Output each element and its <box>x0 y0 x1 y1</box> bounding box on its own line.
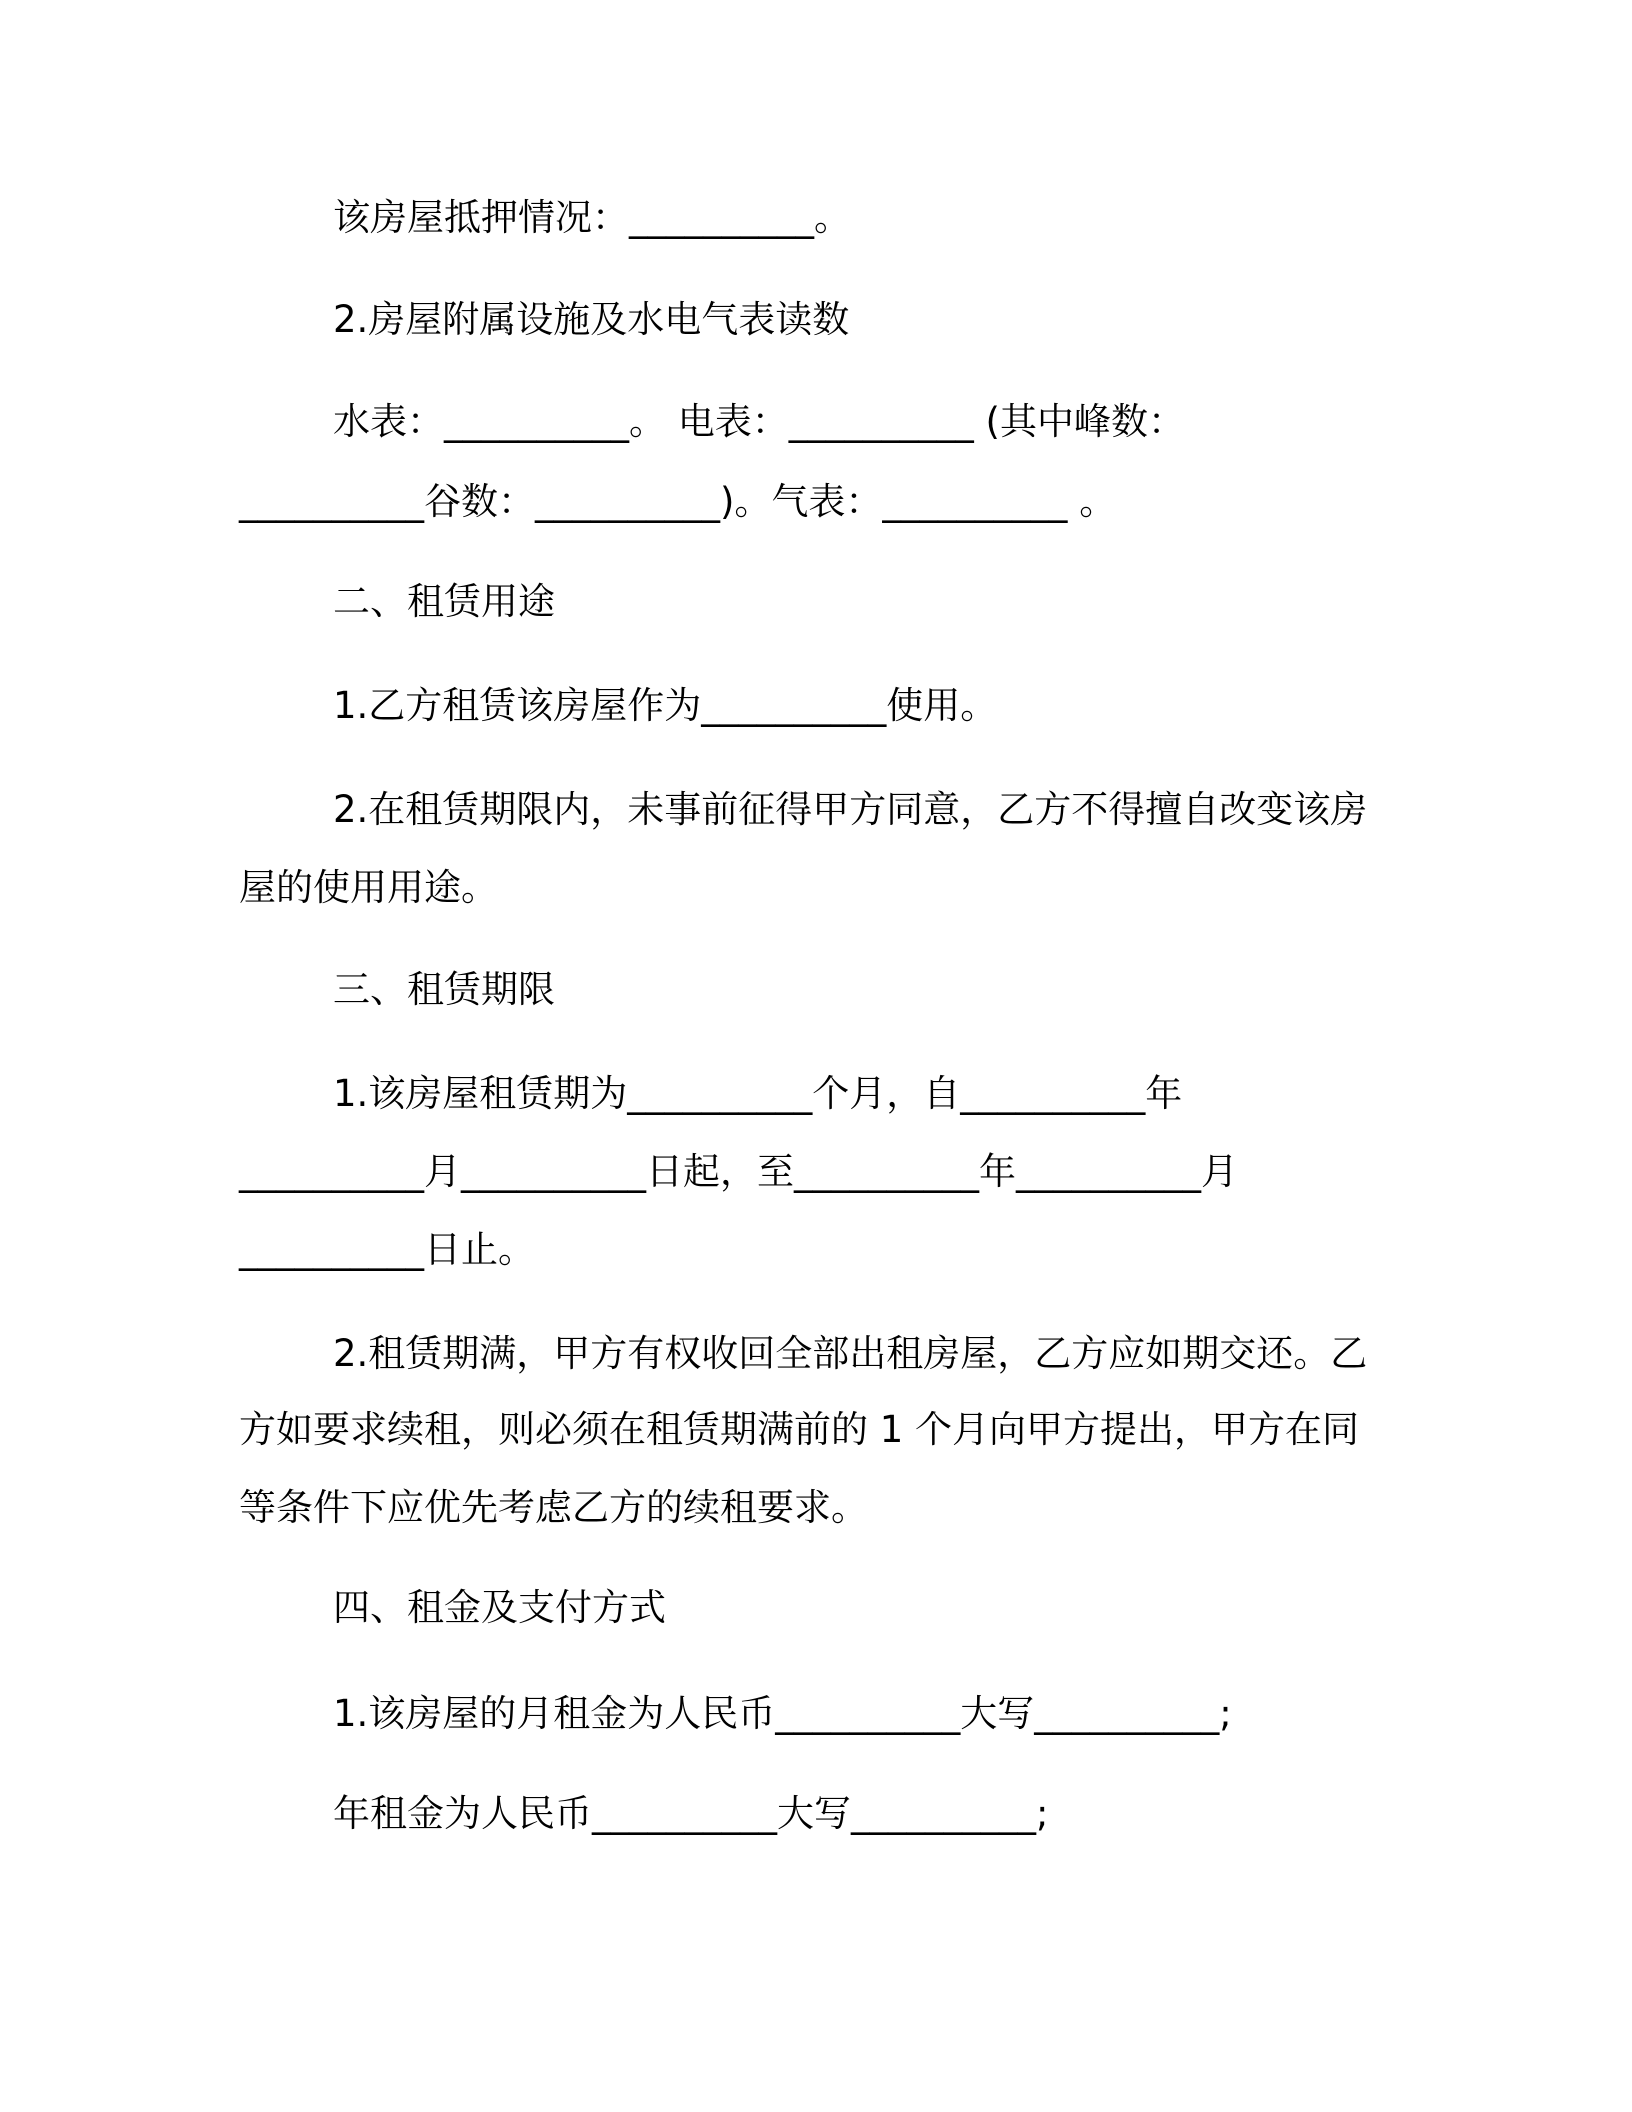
term-clause-2-line-3: 等条件下应优先考虑乙方的续租要求。 <box>239 1486 868 1529</box>
term-clause-2-line-1: 2.租赁期满，甲方有权收回全部出租房屋，乙方应如期交还。乙 <box>333 1332 1368 1375</box>
term-clause-1-line-3: __________日止。 <box>239 1228 535 1271</box>
section-2-title: 二、租赁用途 <box>333 580 555 623</box>
term-clause-1-line-2: __________月__________日起，至__________年__________月 <box>239 1150 1238 1193</box>
section-4-title: 四、租金及支付方式 <box>333 1586 666 1629</box>
facilities-heading: 2.房屋附属设施及水电气表读数 <box>333 298 850 341</box>
meters-line-2: __________谷数：__________)。气表：__________ 。 <box>239 480 1117 523</box>
term-clause-1-line-1: 1.该房屋租赁期为__________个月，自__________年 <box>333 1072 1183 1115</box>
rent-clause-2: 年租金为人民币__________大写__________; <box>333 1792 1049 1835</box>
use-clause-1: 1.乙方租赁该房屋作为__________使用。 <box>333 684 998 727</box>
section-3-title: 三、租赁期限 <box>333 968 555 1011</box>
meters-line-1: 水表：__________。 电表：__________ (其中峰数： <box>333 400 1185 443</box>
rent-clause-1: 1.该房屋的月租金为人民币__________大写__________; <box>333 1692 1232 1735</box>
use-clause-2-line-2: 屋的使用用途。 <box>239 866 498 909</box>
term-clause-2-line-2: 方如要求续租，则必须在租赁期满前的 1 个月向甲方提出，甲方在同 <box>239 1408 1360 1451</box>
use-clause-2-line-1: 2.在租赁期限内，未事前征得甲方同意，乙方不得擅自改变该房 <box>333 788 1368 831</box>
mortgage-line: 该房屋抵押情况：__________。 <box>333 196 851 239</box>
